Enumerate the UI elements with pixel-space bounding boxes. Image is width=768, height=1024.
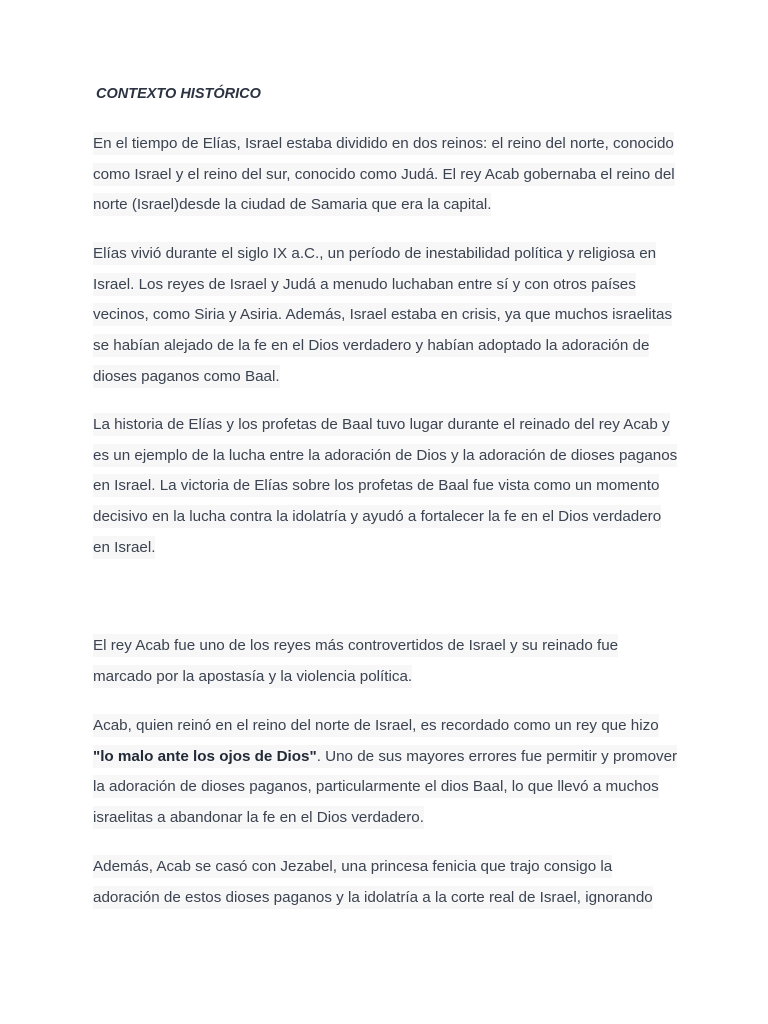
paragraph-4-text: El rey Acab fue uno de los reyes más controvertidos de Israel y su reinado fue marcado por la apostasía y la violencia política. xyxy=(93,634,618,688)
paragraph-5-bold-quote: "lo malo ante los ojos de Dios" xyxy=(93,747,317,765)
paragraph-1 xyxy=(93,129,678,221)
paragraph-2-text: Elías vivió durante el siglo IX a.C., un período de inestabilidad política y religiosa en Israel. Los reyes de Israel y Judá a menudo luchaban entre sí y con otros países vecinos, como Siria y Asiria. Además, Israel estaba en crisis, ya que muchos israelitas se habían alejado de la fe en el Dios verdadero y habían adoptado la adoración de dioses paganos como Baal. xyxy=(93,242,672,388)
section-heading: CONTEXTO HISTÓRICO xyxy=(96,86,261,102)
paragraph-2 xyxy=(93,239,678,393)
paragraph-1-text: En el tiempo de Elías, Israel estaba dividido en dos reinos: el reino del norte, conocido como Israel y el reino del sur, conocido como Judá. El rey Acab gobernaba el reino del norte (Israel)desde la ciudad de Samaria que era la capital. xyxy=(93,132,675,216)
paragraph-5-tail: . Uno de sus mayores errores fue permitir y promover la adoración de dioses paganos, particularmente el dios Baal, lo que llevó a muchos israelitas a abandonar la fe en el Dios verdadero. xyxy=(93,747,678,827)
paragraph-6 xyxy=(93,852,678,913)
paragraph-3 xyxy=(93,410,678,564)
paragraph-5 xyxy=(93,711,678,834)
paragraph-6-text: Además, Acab se casó con Jezabel, una princesa fenicia que trajo consigo la adoración de estos dioses paganos y la idolatría a la corte real de Israel, ignorando xyxy=(93,855,653,909)
paragraph-5-lead: Acab, quien reinó en el reino del norte de Israel, es recordado como un rey que hizo xyxy=(93,717,659,734)
paragraph-5-text xyxy=(93,714,677,829)
paragraph-4 xyxy=(93,631,678,692)
paragraph-3-text: La historia de Elías y los profetas de Baal tuvo lugar durante el reinado del rey Acab y es un ejemplo de la lucha entre la adoración de Dios y la adoración de dioses paganos en Israel. La victoria de Elías sobre los profetas de Baal fue vista como un momento decisivo en la lucha contra la idolatría y ayudó a fortalecer la fe en el Dios verdadero en Israel. xyxy=(93,413,677,559)
